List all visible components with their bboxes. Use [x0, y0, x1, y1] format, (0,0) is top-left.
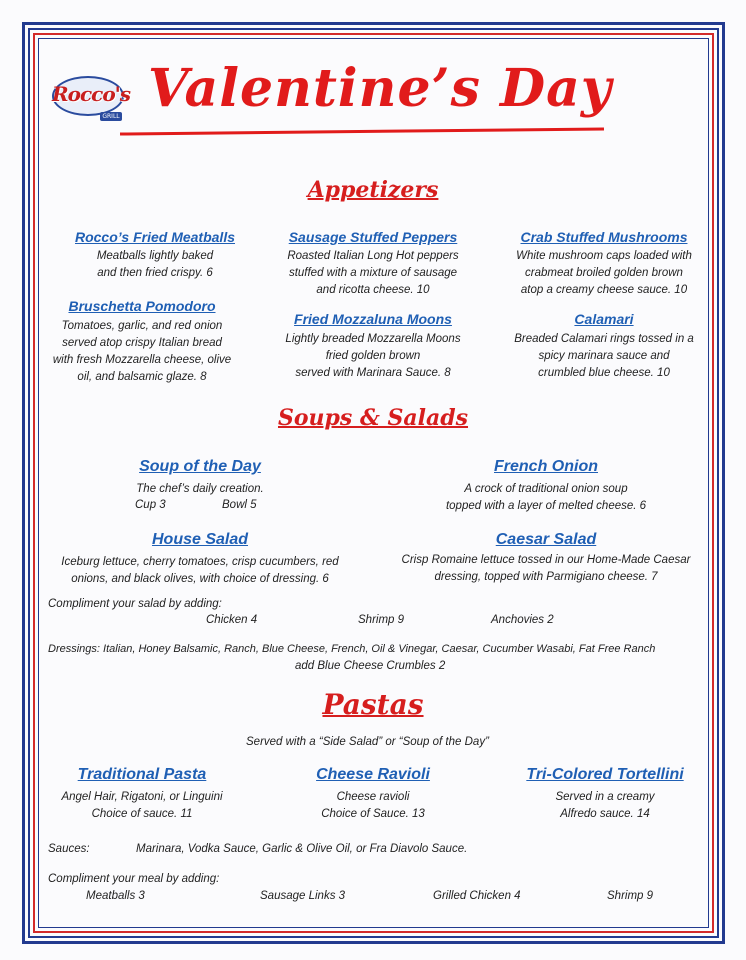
desc-line: spicy marinara sauce and	[538, 350, 670, 362]
item-desc-french-onion	[416, 481, 676, 515]
desc-line: A crock of traditional onion soup	[464, 483, 628, 495]
desc-line: fried golden brown	[325, 350, 421, 362]
desc-line: onions, and black olives, with choice of dressing. 6	[71, 573, 329, 585]
desc-line: Choice of sauce. 11	[91, 808, 193, 820]
salad-addon-shrimp: Shrimp 9	[358, 614, 405, 626]
item-name-french-onion: French Onion	[494, 458, 598, 475]
item-desc-calamari	[494, 331, 714, 382]
item-name-soup-of-day: Soup of the Day	[139, 458, 261, 475]
desc-line: Lightly breaded Mozzarella Moons	[285, 333, 461, 345]
pasta-served-with: Served with a “Side Salad” or “Soup of the Day”	[246, 736, 489, 748]
item-desc-traditional-pasta	[32, 789, 252, 823]
soup-cup-price: Cup 3	[135, 499, 166, 511]
item-name-tri-colored-tortellini: Tri-Colored Tortellini	[526, 766, 684, 783]
item-desc-stuffed-peppers	[262, 248, 484, 299]
desc-line: Meatballs lightly baked	[96, 250, 214, 262]
desc-line: dressing, topped with Parmigiano cheese. 7	[434, 571, 658, 583]
desc-line: crabmeat broiled golden brown	[525, 267, 683, 279]
desc-line: atop a creamy cheese sauce. 10	[520, 284, 688, 296]
item-desc-mozzaluna-moons	[262, 331, 484, 382]
desc-line: Crisp Romaine lettuce tossed in our Home-Made Caesar	[401, 554, 691, 566]
item-desc-caesar-salad	[386, 552, 706, 586]
desc-line: Iceburg lettuce, cherry tomatoes, crisp cucumbers, red	[61, 556, 339, 568]
item-name-crab-mushrooms: Crab Stuffed Mushrooms	[520, 229, 688, 245]
desc-line: served with Marinara Sauce. 8	[295, 367, 451, 379]
meal-addon-shrimp: Shrimp 9	[607, 890, 654, 902]
item-desc-house-salad	[45, 554, 355, 588]
desc-line: and then fried crispy. 6	[97, 267, 213, 279]
item-desc-tri-colored-tortellini	[495, 789, 715, 823]
desc-line: Angel Hair, Rigatoni, or Linguini	[61, 791, 223, 803]
item-name-house-salad: House Salad	[151, 531, 249, 548]
item-name-caesar-salad: Caesar Salad	[495, 531, 597, 548]
desc-line: Breaded Calamari rings tossed in a	[514, 333, 694, 345]
sauces-list: Marinara, Vodka Sauce, Garlic & Olive Oil, or Fra Diavolo Sauce.	[136, 843, 468, 855]
desc-line: stuffed with a mixture of sausage	[288, 267, 458, 279]
meal-addon-sausage: Sausage Links 3	[260, 890, 346, 902]
item-name-traditional-pasta: Traditional Pasta	[77, 766, 207, 783]
item-name-cheese-ravioli: Cheese Ravioli	[316, 766, 430, 783]
soups-salads-heading: Soups & Salads	[277, 405, 469, 431]
desc-line: and ricotta cheese. 10	[316, 284, 430, 296]
soup-bowl-price: Bowl 5	[222, 499, 257, 511]
desc-line: Cheese ravioli	[336, 791, 410, 803]
item-name-stuffed-peppers: Sausage Stuffed Peppers	[288, 229, 458, 245]
desc-line: Roasted Italian Long Hot peppers	[287, 250, 459, 262]
item-desc-cheese-ravioli	[263, 789, 483, 823]
desc-line: Alfredo sauce. 14	[560, 808, 650, 820]
salad-addon-anchovies: Anchovies 2	[491, 614, 554, 626]
desc-line: Served in a creamy	[555, 791, 655, 803]
roccos-logo	[50, 72, 131, 124]
meal-addon-grilled-chicken: Grilled Chicken 4	[433, 890, 521, 902]
item-desc-fried-meatballs	[45, 248, 265, 282]
pastas-heading: Pastas	[322, 688, 424, 721]
desc-line: Choice of Sauce. 13	[321, 808, 425, 820]
desc-line: topped with a layer of melted cheese. 6	[445, 500, 647, 512]
item-name-calamari: Calamari	[574, 311, 634, 327]
item-name-bruschetta: Bruschetta Pomodoro	[68, 298, 216, 314]
sauces-label: Sauces:	[48, 843, 90, 855]
desc-line: crumbled blue cheese. 10	[538, 367, 670, 379]
desc-line: with fresh Mozzarella cheese, olive	[52, 354, 232, 366]
item-desc-bruschetta	[32, 318, 252, 386]
salad-addon-chicken: Chicken 4	[206, 614, 258, 626]
meal-addon-meatballs: Meatballs 3	[86, 890, 145, 902]
item-name-fried-meatballs: Rocco’s Fried Meatballs	[74, 229, 235, 245]
meal-addons-label: Compliment your meal by adding:	[48, 873, 220, 885]
item-desc-soup-of-day: The chef’s daily creation.	[136, 483, 264, 495]
logo-badge: GRILL	[100, 112, 122, 121]
item-name-mozzaluna-moons: Fried Mozzaluna Moons	[294, 311, 452, 327]
salad-addons-label: Compliment your salad by adding:	[48, 598, 222, 610]
appetizers-heading: Appetizers	[307, 177, 439, 203]
dressings-list: Dressings: Italian, Honey Balsamic, Ranch, Blue Cheese, French, Oil & Vinegar, Caesar, Cucumber Wasabi, Fat Free Ranch	[48, 643, 656, 655]
blue-cheese-crumbles: add Blue Cheese Crumbles 2	[295, 660, 446, 672]
logo-text: Rocco's	[52, 82, 131, 106]
desc-line: oil, and balsamic glaze. 8	[77, 371, 207, 383]
desc-line: Tomatoes, garlic, and red onion	[61, 320, 223, 332]
desc-line: White mushroom caps loaded with	[516, 250, 692, 262]
page-title: Valentine’s Day	[147, 58, 613, 119]
desc-line: served atop crispy Italian bread	[62, 337, 222, 349]
item-desc-crab-mushrooms	[494, 248, 714, 299]
